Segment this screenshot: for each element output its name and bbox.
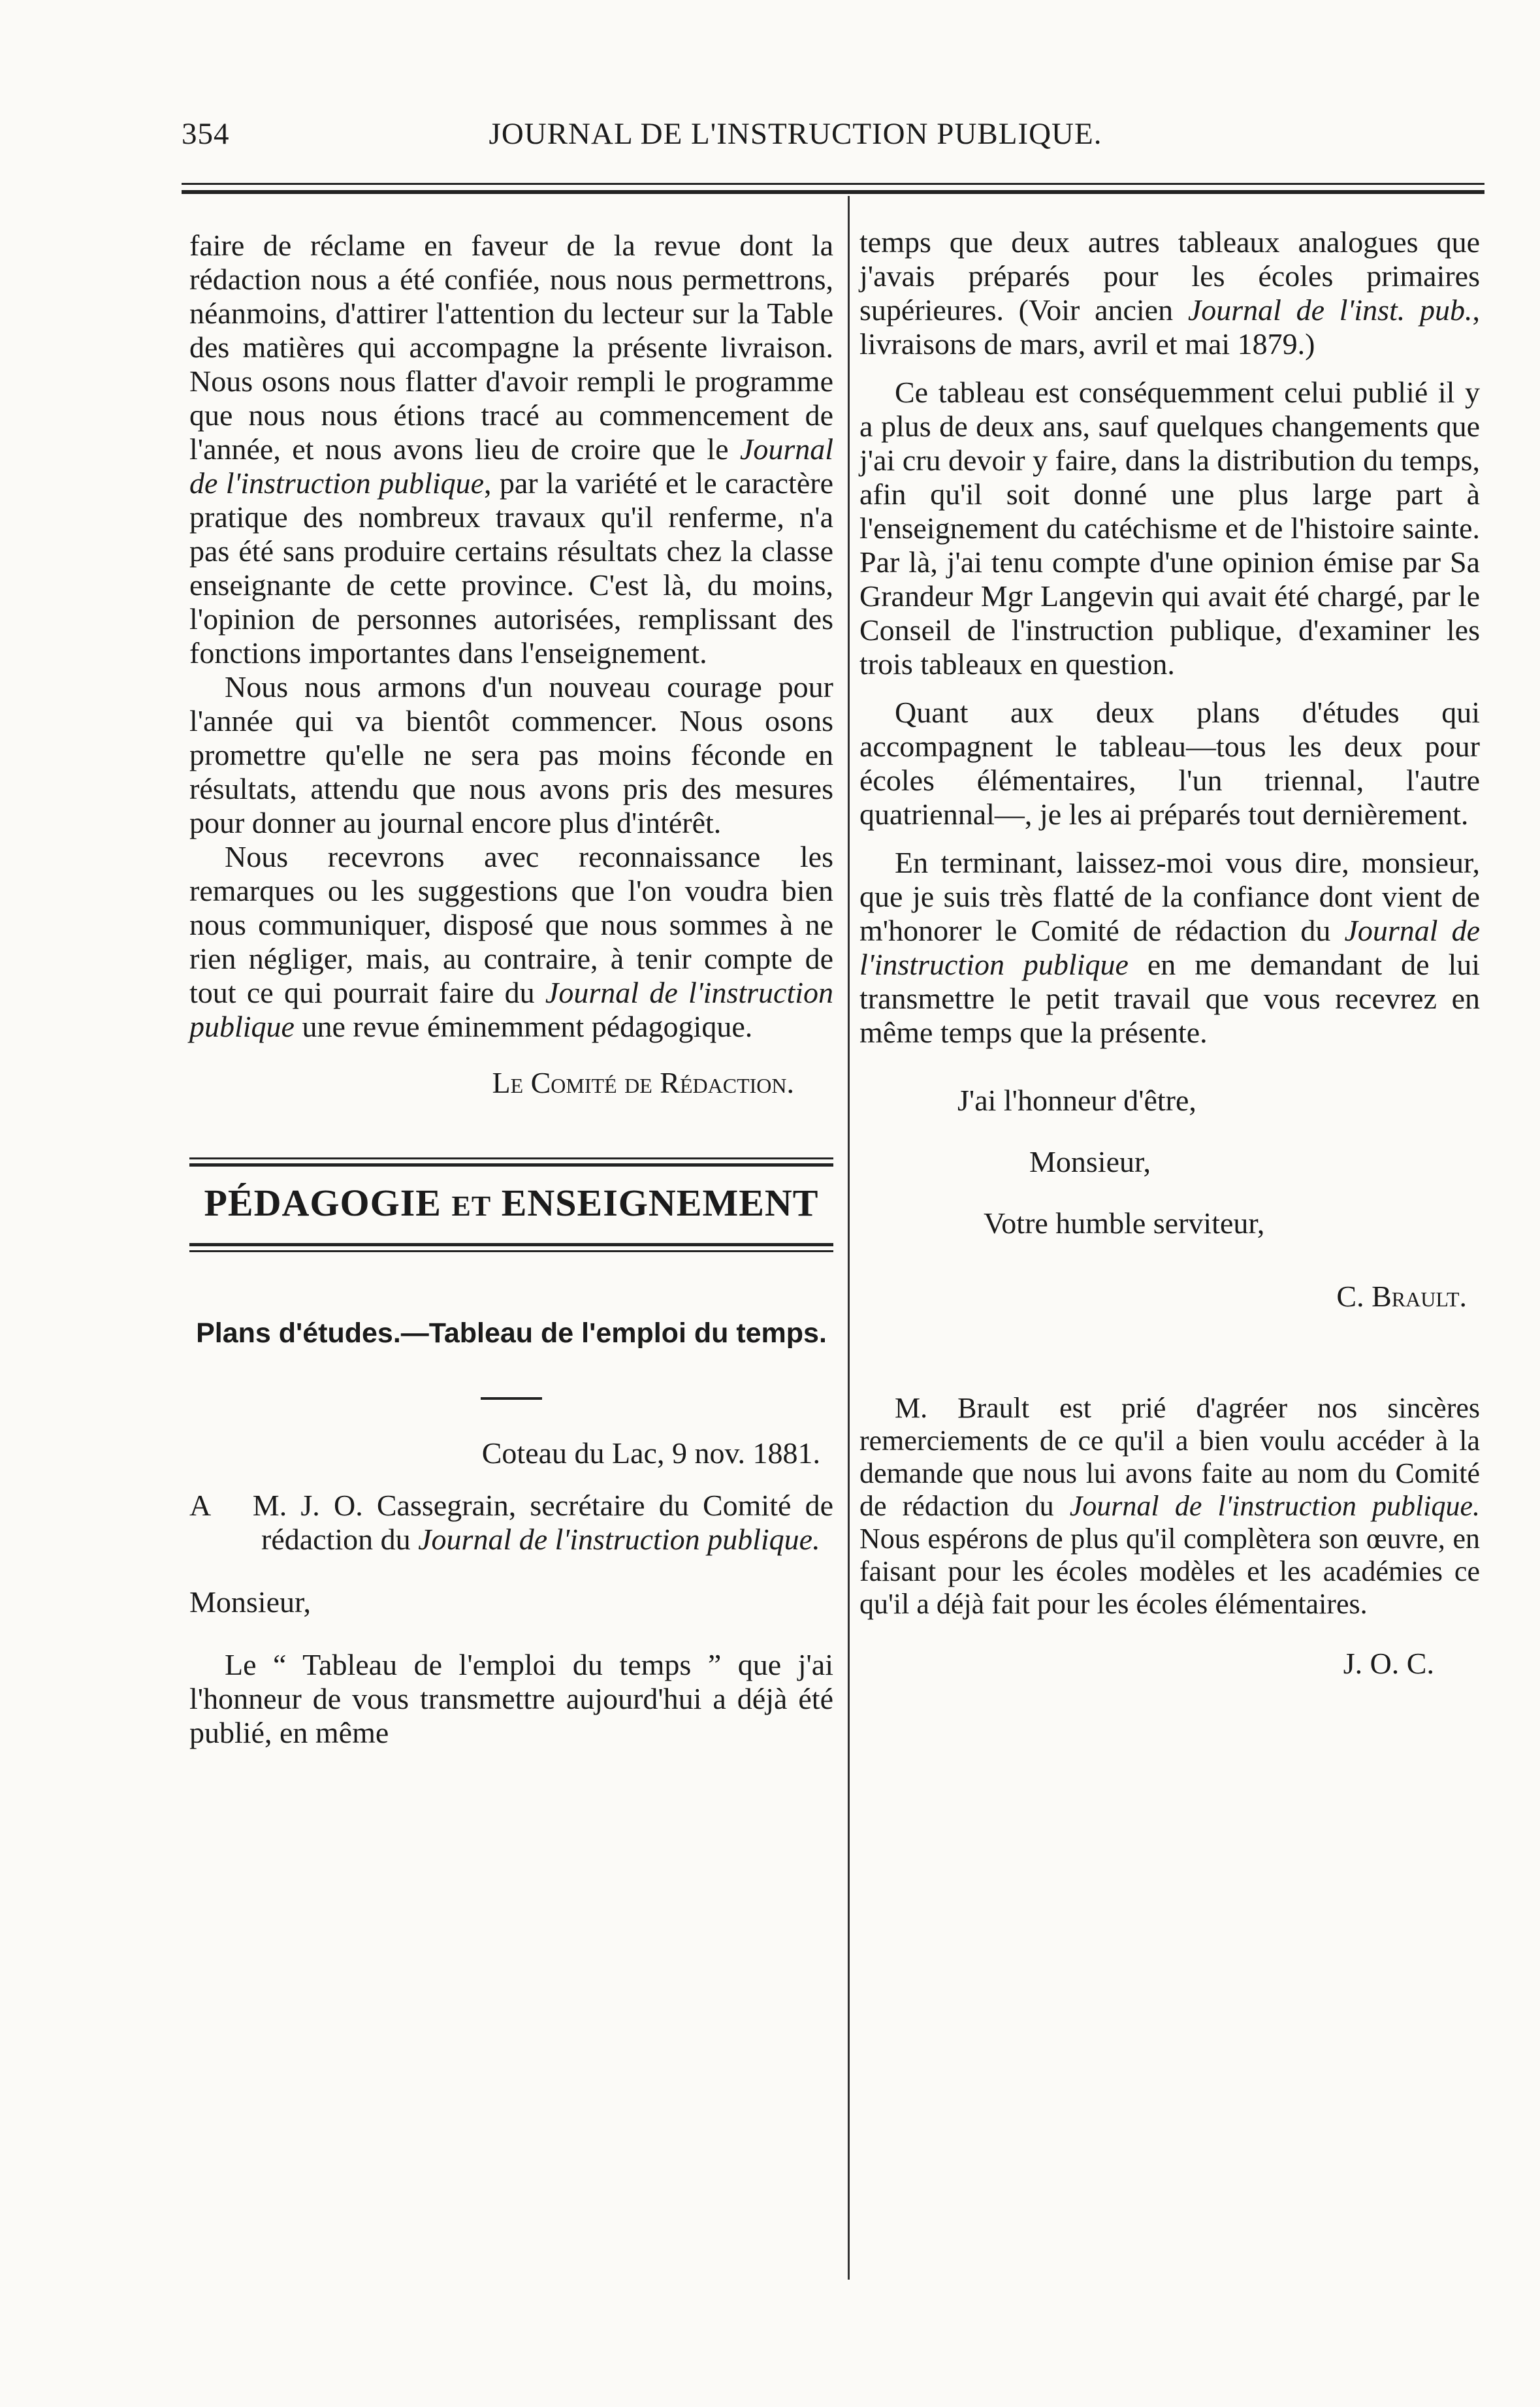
header-rule-thick <box>182 190 1484 194</box>
place-date: Coteau du Lac, 9 nov. 1881. <box>481 1436 820 1470</box>
journal-reference: Journal de l'instruction publique. <box>1069 1490 1480 1522</box>
page-header <box>182 110 1409 162</box>
right-paragraph-4: En terminant, laissez-moi vous dire, monsieur, que je suis très flatté de la confiance dont vient de m'honorer le Comité de rédaction du Journal de l'instruction publique en me demandant de lui transmettre le petit travail que vous recevrez en même temps que la présente. <box>859 846 1481 1049</box>
page-number: 354 <box>182 117 230 151</box>
committee-signature: Le Comité de Rédaction. <box>492 1066 794 1099</box>
section-rule-top-thick <box>189 1163 833 1167</box>
section-title: PÉDAGOGIE ET ENSEIGNEMENT <box>204 1182 819 1224</box>
closing-line-3: Votre humble serviteur, <box>984 1206 1265 1240</box>
editor-initials: J. O. C. <box>1343 1647 1434 1680</box>
left-paragraph-1: faire de réclame en faveur de la revue dont la rédaction nous a été confiée, nous nous permettrons, néanmoins, d'attirer l'attention du lecteur sur la Table des matières qui accompagne la présente livraison. Nous osons nous flatter d'avoir rempli le programme que nous nous étions tracé au commencement de l'année, et nous avons lieu de croire que le Journal de l'instruction publique, par la variété et le caractère pratique des nombreux travaux qu'il renferme, n'a pas été sans produire certains résultats chez la classe enseignante de cette province. C'est là, du moins, l'opinion de personnes autorisées, remplissant des fonctions importantes dans l'enseignement. <box>189 229 834 670</box>
right-paragraph-1: temps que deux autres tableaux analogues que j'avais préparés pour les écoles primaires supérieures. (Voir ancien Journal de l'inst. pub., livraisons de mars, avril et mai 1879.) <box>859 225 1480 361</box>
journal-reference: Journal de l'instruction publique <box>189 976 833 1043</box>
journal-reference: Journal de l'instruction publique <box>189 432 834 500</box>
column-divider <box>848 196 850 2280</box>
left-paragraph-4: Le “ Tableau de l'emploi du temps ” que j'ai l'honneur de vous transmettre aujourd'hui a déjà été publié, en même <box>189 1648 833 1749</box>
right-paragraph-2: Ce tableau est conséquemment celui publié il y a plus de deux ans, sauf quelques changements que j'ai cru devoir y faire, dans la distribution du temps, afin qu'il soit donné une plus large part à l'enseignement du catéchisme et de l'histoire sainte. Par là, j'ai tenu compte d'une opinion émise par Sa Grandeur Mgr Langevin qui avait été chargé, par le Conseil de l'instruction publique, d'examiner les trois tableaux en question. <box>859 376 1480 681</box>
left-paragraph-2: Nous nous armons d'un nouveau courage pour l'année qui va bientôt commencer. Nous osons promettre qu'elle ne sera pas moins féconde en résultats, attendu que nous avons pris des mesures pour donner au journal encore plus d'intérêt. <box>189 670 833 839</box>
salutation: Monsieur, <box>189 1585 311 1619</box>
journal-reference: Journal de l'instruction publique <box>859 914 1481 981</box>
right-paragraph-3: Quant aux deux plans d'études qui accompagnent le tableau—tous les deux pour écoles élémentaires, l'un triennal, l'autre quatriennal—, je les ai préparés tout dernièrement. <box>859 696 1480 831</box>
closing-line-2: Monsieur, <box>1029 1145 1151 1178</box>
left-paragraph-3: Nous recevrons avec reconnaissance les remarques ou les suggestions que l'on voudra bien nous communiquer, disposé que nous sommes à ne rien négliger, mais, au contraire, à tenir compte de tout ce qui pourrait faire du Journal de l'instruction publique une revue éminemment pédagogique. <box>189 840 833 1043</box>
section-rule-bottom-thick <box>189 1243 833 1246</box>
title-dash <box>481 1397 542 1400</box>
header-rule-thin <box>182 183 1484 185</box>
author-signature: C. Brault. <box>1336 1280 1467 1313</box>
left-column <box>189 229 833 1750</box>
journal-reference: Journal de l'inst. pub. <box>1187 293 1473 327</box>
section-rule-top <box>189 1157 833 1159</box>
closing-line-1: J'ai l'honneur d'être, <box>957 1084 1196 1117</box>
right-column <box>859 225 1480 1681</box>
journal-title: JOURNAL DE L'INSTRUCTION PUBLIQUE. <box>489 117 1102 151</box>
article-title: Plans d'études.—Tableau de l'emploi du temps. <box>196 1317 827 1349</box>
editor-note: M. Brault est prié d'agréer nos sincères remerciements de ce qu'il a bien voulu accéder à la demande que nous lui avons faite au nom du Comité de rédaction du Journal de l'instruction publique. Nous espérons de plus qu'il complètera son œuvre, en faisant pour les écoles modèles et les académies ce qu'il a déjà fait pour les écoles élémentaires. <box>859 1392 1480 1620</box>
letter-address: A M. J. O. Cassegrain, secrétaire du Comité de rédaction du Journal de l'instruction publique. <box>189 1489 833 1556</box>
